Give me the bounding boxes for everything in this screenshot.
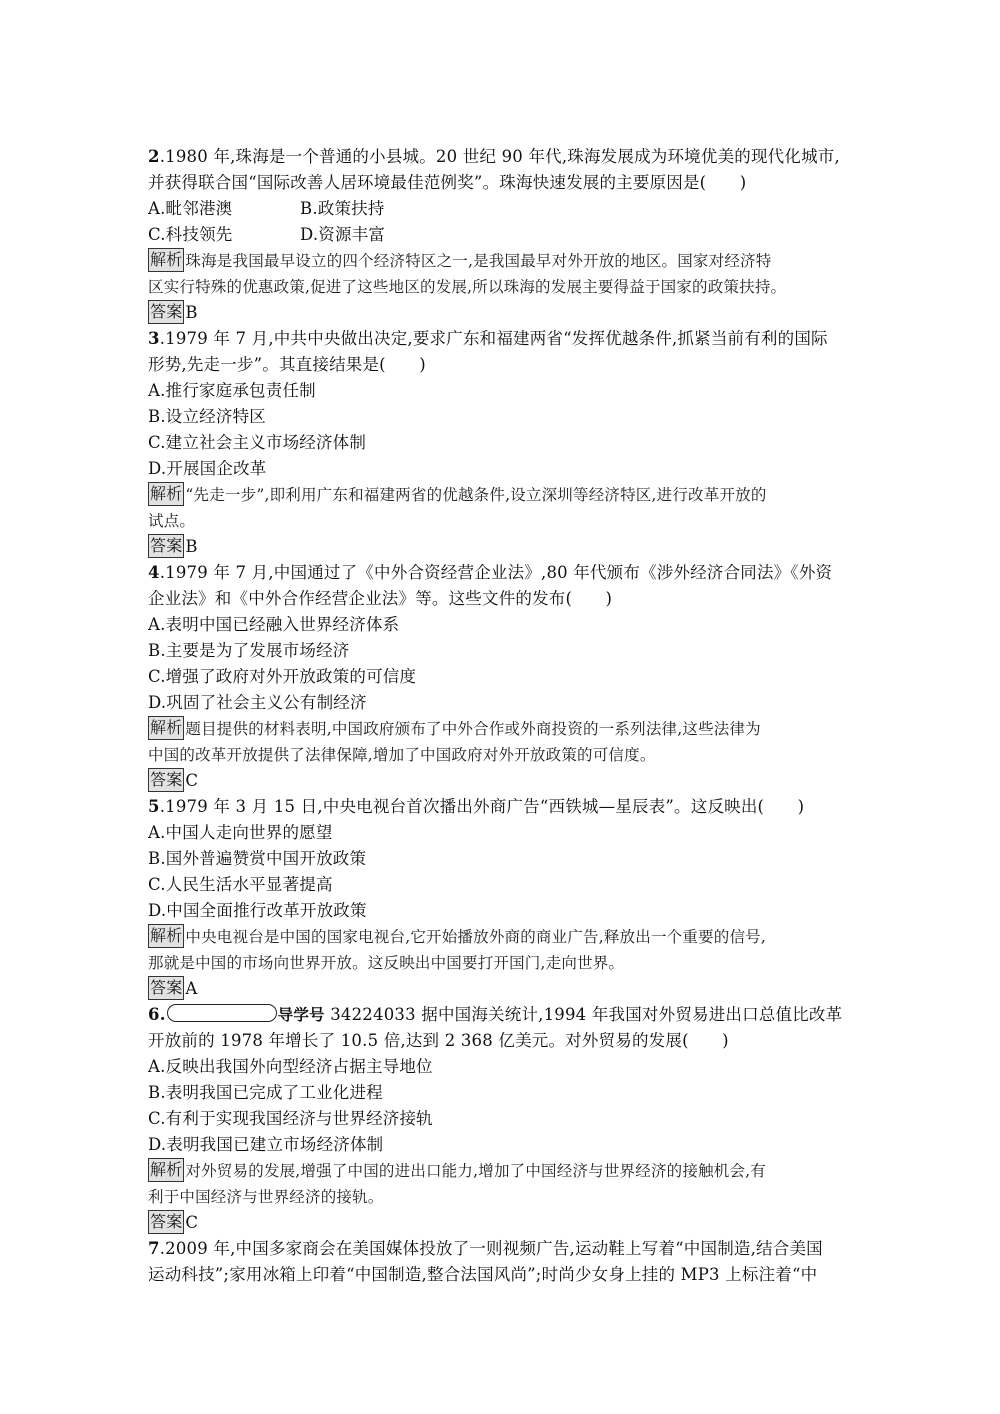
option-a: A.推行家庭承包责任制 bbox=[148, 381, 316, 400]
answer-line bbox=[148, 534, 854, 560]
question-number: 7 bbox=[148, 1239, 160, 1258]
answer-value: B bbox=[185, 303, 198, 322]
question-3 bbox=[148, 326, 854, 560]
option-b: B.政策扶持 bbox=[300, 199, 385, 218]
answer-value: C bbox=[185, 771, 199, 790]
document-page bbox=[148, 144, 854, 1288]
question-number: 4 bbox=[148, 563, 160, 582]
analysis-line: 解析 珠海是我国最早设立的四个经济特区之一,是我国最早对外开放的地区。国家对经济特 bbox=[150, 250, 772, 270]
analysis-label: 解析 bbox=[148, 716, 184, 740]
option-b: B.国外普遍赞赏中国开放政策 bbox=[148, 849, 367, 868]
question-stem-line: 形势,先走一步”。其直接结果是( ) bbox=[148, 355, 426, 374]
question-stem-line: 企业法》和《中外合作经营企业法》等。这些文件的发布( ) bbox=[148, 589, 613, 608]
guide-number: 34224033 bbox=[330, 1005, 416, 1024]
question-stem-line: 4.1979 年 7 月,中国通过了《中外合资经营企业法》,80 年代颁布《涉外经济合同法》《外资 bbox=[148, 563, 833, 582]
option-a: A.表明中国已经融入世界经济体系 bbox=[148, 615, 400, 634]
option-d: D.表明我国已建立市场经济体制 bbox=[148, 1135, 384, 1154]
question-number: 2 bbox=[148, 147, 160, 166]
analysis-line: 那就是中国的市场向世界开放。这反映出中国要打开国门,走向世界。 bbox=[148, 954, 625, 972]
option-d: D.巩固了社会主义公有制经济 bbox=[148, 693, 367, 712]
analysis-line: 利于中国经济与世界经济的接轨。 bbox=[148, 1188, 384, 1206]
blank-pill-badge bbox=[167, 1004, 277, 1022]
option-c: C.人民生活水平显著提高 bbox=[148, 875, 333, 894]
option-d: D.开展国企改革 bbox=[148, 459, 267, 478]
question-number: 5 bbox=[148, 797, 160, 816]
question-stem-line: 开放前的 1978 年增长了 10.5 倍,达到 2 368 亿美元。对外贸易的发展( ) bbox=[148, 1031, 729, 1050]
options-row bbox=[148, 196, 854, 222]
answer-label: 答案 bbox=[148, 534, 184, 558]
option-c: C.科技领先 bbox=[148, 225, 233, 244]
question-stem-line: 6. 导学号 34224033 据中国海关统计,1994 年我国对外贸易进出口总值比改革 bbox=[148, 1005, 843, 1024]
question-2 bbox=[148, 144, 854, 326]
answer-line bbox=[148, 976, 854, 1002]
question-5 bbox=[148, 794, 854, 1002]
option-a: A.中国人走向世界的愿望 bbox=[148, 823, 333, 842]
question-stem-line: 并获得联合国“国际改善人居环境最佳范例奖”。珠海快速发展的主要原因是( ) bbox=[148, 173, 747, 192]
question-stem-line: 5.1979 年 3 月 15 日,中央电视台首次播出外商广告“西铁城—星辰表”。这反映出( ) bbox=[148, 797, 805, 816]
answer-line bbox=[148, 1210, 854, 1236]
option-b: B.主要是为了发展市场经济 bbox=[148, 641, 350, 660]
question-number: 6 bbox=[148, 1005, 160, 1024]
question-4 bbox=[148, 560, 854, 794]
option-d: D.资源丰富 bbox=[300, 225, 386, 244]
question-number: 3 bbox=[148, 329, 160, 348]
analysis-label: 解析 bbox=[148, 1158, 184, 1182]
question-stem-line: 7.2009 年,中国多家商会在美国媒体投放了一则视频广告,运动鞋上写着“中国制造,结合美国 bbox=[148, 1239, 823, 1258]
guide-label: 导学号 bbox=[277, 1006, 325, 1024]
analysis-line: 解析 “先走一步”,即利用广东和福建两省的优越条件,设立深圳等经济特区,进行改革开放的 bbox=[150, 484, 767, 504]
analysis-line: 试点。 bbox=[148, 512, 196, 530]
analysis-line: 中国的改革开放提供了法律保障,增加了中国政府对外开放政策的可信度。 bbox=[148, 746, 656, 764]
option-b: B.表明我国已完成了工业化进程 bbox=[148, 1083, 383, 1102]
answer-value: C bbox=[185, 1213, 199, 1232]
analysis-label: 解析 bbox=[148, 924, 184, 948]
answer-value: B bbox=[185, 537, 198, 556]
option-a: A.毗邻港澳 bbox=[148, 199, 233, 218]
answer-label: 答案 bbox=[148, 1210, 184, 1234]
answer-line bbox=[148, 768, 854, 794]
question-stem-line: 3.1979 年 7 月,中共中央做出决定,要求广东和福建两省“发挥优越条件,抓紧当前有利的国际 bbox=[148, 329, 828, 348]
option-a: A.反映出我国外向型经济占据主导地位 bbox=[148, 1057, 433, 1076]
answer-label: 答案 bbox=[148, 300, 184, 324]
answer-label: 答案 bbox=[148, 768, 184, 792]
question-stem-line: 运动科技”;家用冰箱上印着“中国制造,整合法国风尚”;时尚少女身上挂的 MP3 上标注着“中 bbox=[148, 1265, 818, 1284]
analysis-label: 解析 bbox=[148, 482, 184, 506]
option-b: B.设立经济特区 bbox=[148, 407, 266, 426]
answer-value: A bbox=[185, 979, 198, 998]
analysis-line: 区实行特殊的优惠政策,促进了这些地区的发展,所以珠海的发展主要得益于国家的政策扶持。 bbox=[148, 278, 787, 296]
option-c: C.建立社会主义市场经济体制 bbox=[148, 433, 367, 452]
answer-line bbox=[148, 300, 854, 326]
option-c: C.有利于实现我国经济与世界经济接轨 bbox=[148, 1109, 433, 1128]
analysis-line: 解析 对外贸易的发展,增强了中国的进出口能力,增加了中国经济与世界经济的接触机会,有 bbox=[150, 1160, 766, 1180]
analysis-label: 解析 bbox=[148, 248, 184, 272]
option-d: D.中国全面推行改革开放政策 bbox=[148, 901, 367, 920]
analysis-line: 解析 题目提供的材料表明,中国政府颁布了中外合作或外商投资的一系列法律,这些法律为 bbox=[150, 718, 761, 738]
question-stem-line: 2.1980 年,珠海是一个普通的小县城。20 世纪 90 年代,珠海发展成为环境优美的现代化城市, bbox=[148, 147, 840, 166]
answer-label: 答案 bbox=[148, 976, 184, 1000]
question-7 bbox=[148, 1236, 854, 1288]
options-row bbox=[148, 222, 854, 248]
question-6 bbox=[148, 1002, 854, 1236]
analysis-line: 解析 中央电视台是中国的国家电视台,它开始播放外商的商业广告,释放出一个重要的信号, bbox=[150, 926, 766, 946]
option-c: C.增强了政府对外开放政策的可信度 bbox=[148, 667, 417, 686]
